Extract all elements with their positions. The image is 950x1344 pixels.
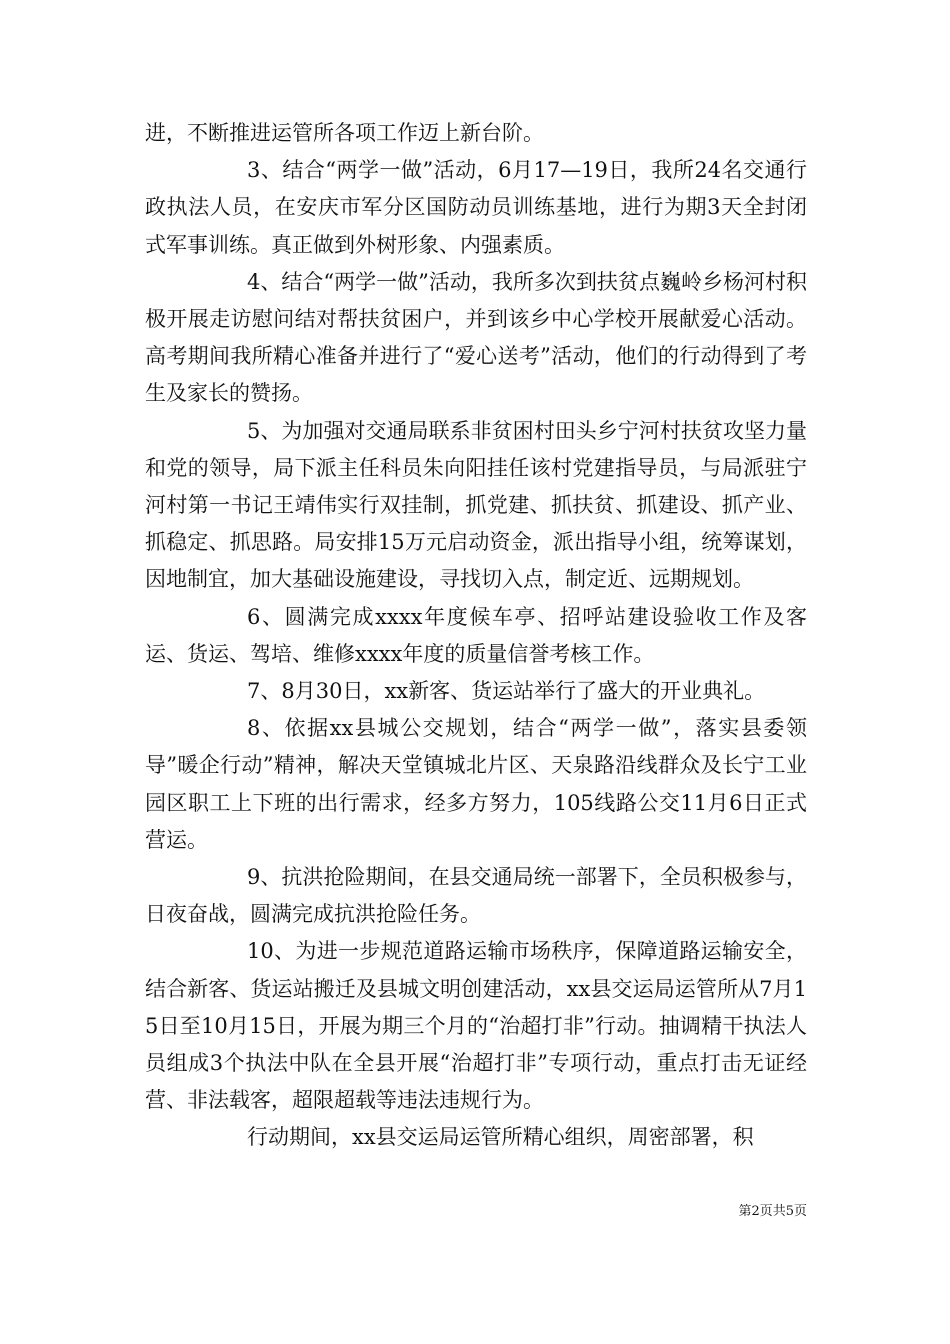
paragraph-action-period: 行动期间，xx县交运局运管所精心组织，周密部署，积 — [247, 1125, 754, 1150]
paragraph-item-7: 7、8月30日，xx新客、货运站举行了盛大的开业典礼。 — [247, 679, 766, 704]
paragraph-item-8: 8、依据xx县城公交规划，结合“两学一做”，落实县委领导”暖企行动”精神，解决天堂镇城北片区、天泉路沿线群众及长宁工业园区职工上下班的出行需求，经多方努力，105线路公交11月6日正式营运。 — [145, 716, 807, 852]
paragraph-item-4: 4、结合“两学一做”活动，我所多次到扶贫点巍岭乡杨河村积极开展走访慰问结对帮扶贫困户，并到该乡中心学校开展献爱心活动。高考期间我所精心准备并进行了“爱心送考”活动，他们的行动得到了考生及家长的赞扬。 — [145, 269, 807, 406]
paragraph-item-3: 3、结合“两学一做”活动，6月17—19日，我所24名交通行政执法人员，在安庆市军分区国防动员训练基地，进行为期3天全封闭式军事训练。真正做到外树形象、内强素质。 — [145, 158, 807, 257]
paragraph-item-9: 9、抗洪抢险期间，在县交通局统一部署下，全员积极参与，日夜奋战，圆满完成抗洪抢险任务。 — [145, 865, 807, 927]
page-number-footer: 第2页共5页 — [738, 1204, 807, 1219]
paragraph-item-10: 10、为进一步规范道路运输市场秩序，保障道路运输安全，结合新客、货运站搬迁及县城文明创建活动，xx县交运局运管所从7月15日至10月15日，开展为期三个月的“治超打非”行动。抽调精干执法人员组成3个执法中队在全县开展“治超打非”专项行动，重点打击无证经营、非法载客，超限超载等违法违规行为。 — [145, 939, 807, 1113]
paragraph-item-5: 5、为加强对交通局联系非贫困村田头乡宁河村扶贫攻坚力量和党的领导，局下派主任科员朱向阳挂任该村党建指导员，与局派驻宁河村第一书记王靖伟实行双挂制，抓党建、抓扶贫、抓建设、抓产业、抓稳定、抓思路。局安排15万元启动资金，派出指导小组，统筹谋划，因地制宜，加大基础设施建设，寻找切入点，制定近、远期规划。 — [145, 418, 807, 592]
paragraph-item-6: 6、圆满完成xxxx年度候车亭、招呼站建设验收工作及客运、货运、驾培、维修xxxx年度的质量信誉考核工作。 — [145, 604, 807, 666]
paragraph-continuation: 进，不断推进运管所各项工作迈上新台阶。 — [145, 121, 544, 145]
document-body — [145, 115, 807, 1157]
